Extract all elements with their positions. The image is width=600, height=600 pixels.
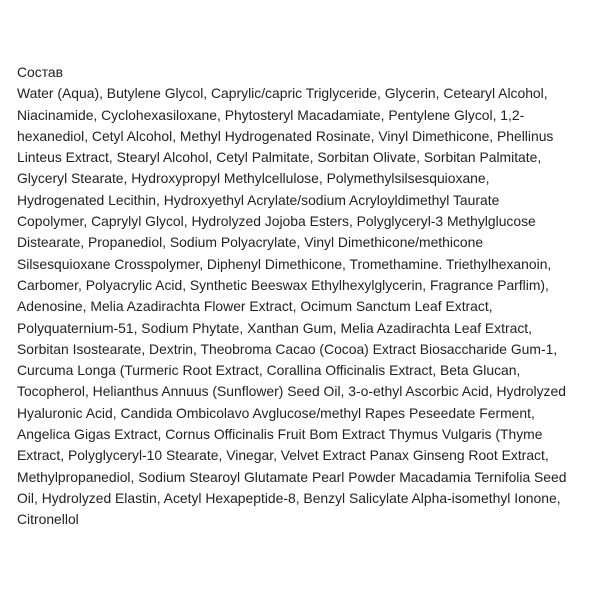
ingredients-line: Linteus Extract, Stearyl Alcohol, Cetyl Palmitate, Sorbitan Olivate, Sorbitan Palmitate,: [17, 149, 542, 166]
ingredients-line: Niacinamide, Cyclohexasiloxane, Phytosteryl Macadamiate, Pentylene Glycol, 1,2-: [17, 106, 525, 123]
ingredients-line: Carbomer, Polyacrylic Acid, Synthetic Beeswax Ethylhexylglycerin, Fragrance Parflim),: [17, 276, 549, 293]
ingredients-line: Tocopherol, Helianthus Annuus (Sunflower) Seed Oil, 3-o-ethyl Ascorbic Acid, Hydrolyzed: [17, 383, 566, 400]
ingredients-line: Polyquaternium-51, Sodium Phytate, Xanthan Gum, Melia Azadirachta Leaf Extract,: [17, 319, 532, 336]
ingredients-line: Methylpropanediol, Sodium Stearoyl Glutamate Pearl Powder Macadamia Ternifolia Seed: [17, 468, 567, 485]
ingredients-line: Angelica Gigas Extract, Cornus Officinalis Fruit Bom Extract Thymus Vulgaris (Thyme: [17, 426, 543, 443]
ingredients-line: hexanediol, Cetyl Alcohol, Methyl Hydrogenated Rosinate, Vinyl Dimethicone, Phellinus: [17, 127, 554, 144]
ingredients-line: Distearate, Propanediol, Sodium Polyacrylate, Vinyl Dimethicone/methicone: [17, 234, 484, 251]
ingredients-line: Silsesquioxane Crosspolymer, Diphenyl Dimethicone, Tromethamine. Triethylhexanoin,: [17, 255, 552, 272]
ingredients-line: Extract, Polyglyceryl-10 Stearate, Vinegar, Velvet Extract Panax Ginseng Root Extract,: [17, 447, 549, 464]
ingredients-line: Copolymer, Caprylyl Glycol, Hydrolyzed Jojoba Esters, Polyglyceryl-3 Methylglucose: [17, 213, 536, 230]
ingredients-line: Hydrogenated Lecithin, Hydroxyethyl Acrylate/sodium Acryloyldimethyl Taurate: [17, 191, 500, 208]
ingredients-line: Hyaluronic Acid, Candida Ombicolavo Avglucose/methyl Rapes Peseedate Ferment,: [17, 404, 535, 421]
ingredients-line: Curcuma Longa (Turmeric Root Extract, Corallina Officinalis Extract, Beta Glucan,: [17, 362, 521, 379]
ingredients-line: Sorbitan Isostearate, Dextrin, Theobroma Cacao (Cocoa) Extract Biosaccharide Gum-1,: [17, 340, 558, 357]
ingredients-line: Water (Aqua), Butylene Glycol, Caprylic/capric Triglyceride, Glycerin, Cetearyl Alcohol,: [17, 85, 548, 102]
ingredients-line: Glyceryl Stearate, Hydroxypropyl Methylcellulose, Polymethylsilsesquioxane,: [17, 170, 490, 187]
ingredients-heading: Состав: [17, 64, 64, 80]
ingredients-line: Oil, Hydrolyzed Elastin, Acetyl Hexapeptide-8, Benzyl Salicylate Alpha-isomethyl Ionone,: [17, 489, 561, 506]
ingredients-line: Adenosine, Melia Azadirachta Flower Extract, Ocimum Sanctum Leaf Extract,: [17, 298, 493, 315]
ingredients-list: [17, 83, 588, 530]
ingredients-line: Citronellol: [17, 511, 79, 528]
